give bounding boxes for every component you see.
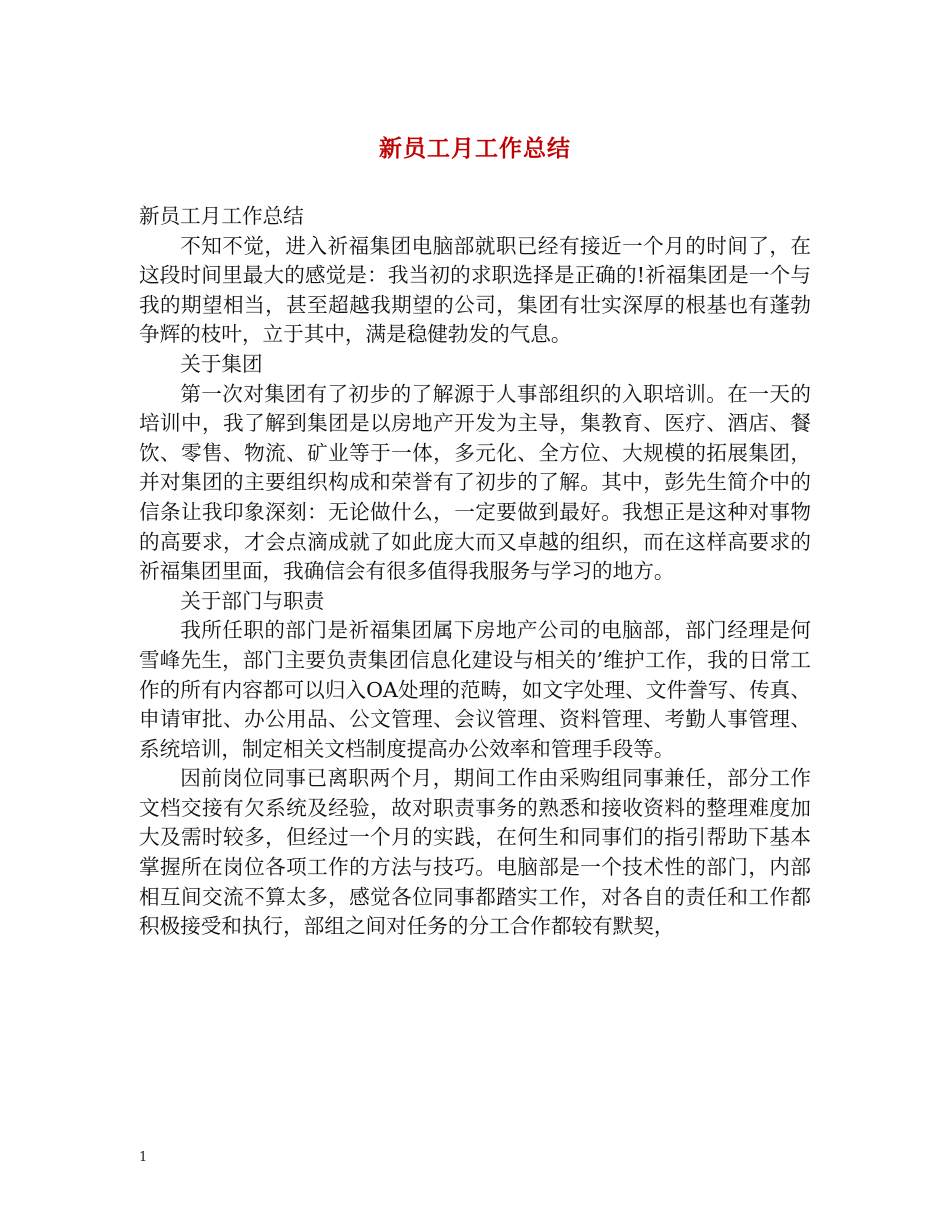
document-title: 新员工月工作总结 (379, 135, 571, 162)
paragraph: 我所任职的部门是祈福集团属下房地产公司的电脑部，部门经理是何雪峰先生，部门主要负责集团信息化建设与相关的’维护工作，我的日常工作的所有内容都可以归入OA处理的范畴，如文字处理、文件誊写、传真、申请审批、办公用品、公文管理、会议管理、资料管理、考勤人事管理、系统培训，制定相关文档制度提高办公效率和管理手段等。 (139, 618, 811, 761)
document-body (139, 202, 811, 942)
section-heading: 关于集团 (180, 351, 263, 376)
paragraph: 第一次对集团有了初步的了解源于人事部组织的入职培训。在一天的培训中，我了解到集团是以房地产开发为主导，集教育、医疗、酒店、餐饮、零售、物流、矿业等于一体，多元化、全方位、大规模的拓展集团，并对集团的主要组织构成和荣誉有了初步的了解。其中，彭先生简介中的信条让我印象深刻：无论做什么，一定要做到最好。我想正是这种对事物的高要求，才会点滴成就了如此庞大而又卓越的组织，而在这样高要求的祈福集团里面，我确信会有很多值得我服务与学习的地方。 (139, 381, 811, 584)
paragraph: 新员工月工作总结 (139, 204, 304, 228)
section-heading: 关于部门与职责 (180, 588, 325, 613)
page-number: 1 (139, 1150, 148, 1165)
paragraph: 因前岗位同事已离职两个月，期间工作由采购组同事兼任，部分工作文档交接有欠系统及经验，故对职责事务的熟悉和接收资料的整理难度加大及需时较多，但经过一个月的实践，在何生和同事们的指引帮助下基本掌握所在岗位各项工作的方法与技巧。电脑部是一个技术性的部门，内部相互间交流不算太多，感觉各位同事都踏实工作，对各自的责任和工作都积极接受和执行，部组之间对任务的分工合作都较有默契， (139, 766, 811, 939)
paragraph: 不知不觉，进入祈福集团电脑部就职已经有接近一个月的时间了，在这段时间里最大的感觉是：我当初的求职选择是正确的!祈福集团是一个与我的期望相当，甚至超越我期望的公司，集团有壮实深厚的根基也有蓬勃争辉的枝叶，立于其中，满是稳健勃发的气息。 (139, 233, 811, 347)
